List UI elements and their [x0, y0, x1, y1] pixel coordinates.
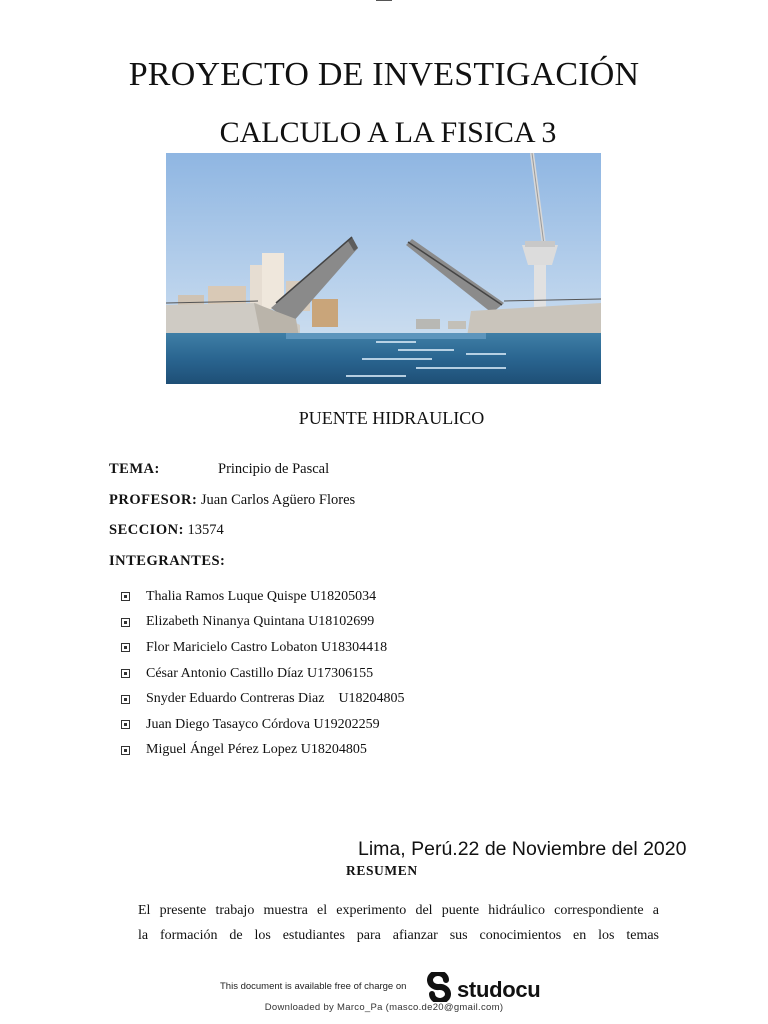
members-list: [121, 584, 405, 763]
bullet-icon: [121, 643, 130, 652]
resumen-line: la formación de los estudiantes para afianzar sus conocimientos en los temas: [138, 928, 659, 943]
drawbridge-photo: [166, 153, 601, 384]
bullet-icon: [121, 746, 130, 755]
place-date: Lima, Perú.22 de Noviembre del 2020: [358, 838, 687, 860]
download-note: Downloaded by Marco_Pa (masco.de20@gmail.com): [264, 1002, 504, 1013]
integrantes-label: INTEGRANTES:: [109, 553, 226, 569]
list-item: César Antonio Castillo Díaz U17306155: [121, 661, 405, 687]
tema-field: [109, 461, 330, 478]
profesor-label: PROFESOR:: [109, 492, 198, 508]
bullet-icon: [121, 618, 130, 627]
document-subtitle: CALCULO A LA FISICA 3: [219, 116, 557, 149]
seccion-label: SECCION:: [109, 522, 184, 538]
list-item: Snyder Eduardo Contreras Diaz U18204805: [121, 686, 405, 712]
list-item: Miguel Ángel Pérez Lopez U18204805: [121, 738, 405, 764]
bullet-icon: [121, 695, 130, 704]
resumen-heading: RESUMEN: [346, 863, 418, 878]
document-title: PROYECTO DE INVESTIGACIÓN: [128, 56, 640, 93]
list-item: Elizabeth Ninanya Quintana U18102699: [121, 610, 405, 636]
profesor-field: [109, 492, 355, 509]
bullet-icon: [121, 669, 130, 678]
tema-label: TEMA:: [109, 461, 160, 477]
seccion-field: [109, 522, 224, 539]
studocu-brand-name: studocu: [457, 976, 541, 1002]
list-item: Flor Maricielo Castro Lobaton U18304418: [121, 635, 405, 661]
bullet-icon: [121, 592, 130, 601]
tema-value: Principio de Pascal: [218, 461, 330, 477]
resumen-line: El presente trabajo muestra el experimento del puente hidráulico correspondiente a: [138, 903, 659, 918]
page-top-mark: [376, 0, 392, 1]
seccion-value: 13574: [187, 522, 224, 538]
bullet-icon: [121, 720, 130, 729]
list-item: Juan Diego Tasayco Córdova U19202259: [121, 712, 405, 738]
profesor-value: Juan Carlos Agüero Flores: [200, 492, 356, 508]
list-item: Thalia Ramos Luque Quispe U18205034: [121, 584, 405, 610]
availability-note: This document is available free of charge on: [220, 981, 407, 992]
section-heading: PUENTE HIDRAULICO: [298, 408, 485, 428]
integrantes-field: [109, 553, 225, 570]
